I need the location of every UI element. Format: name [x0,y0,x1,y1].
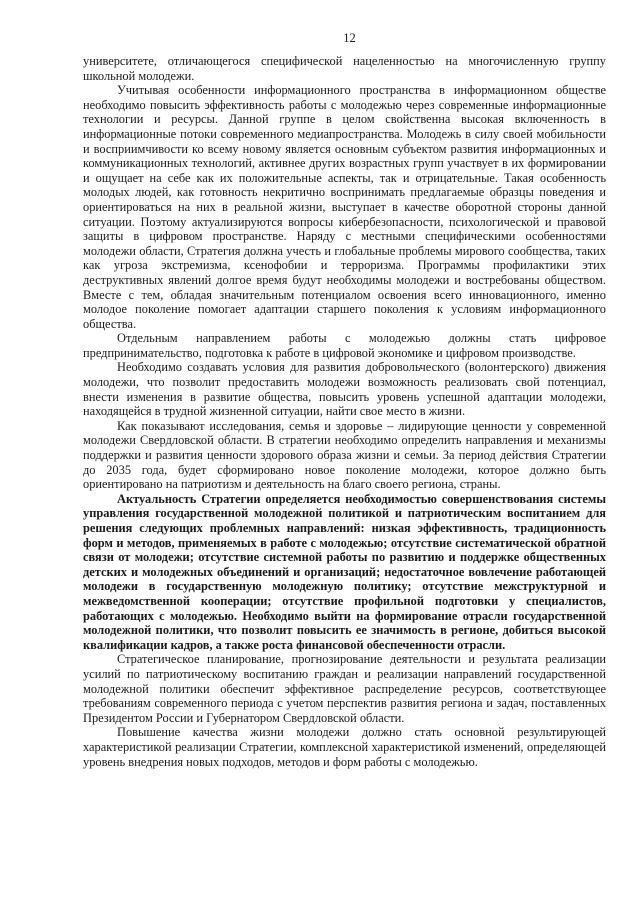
paragraph: Повышение качества жизни молодежи должно стать основной результирующей характеристикой реализации Стратегии, комплексной характеристикой изменений, определяющей уровень внедрения новых подходов, методов и форм работы с молодежью. [83,725,606,769]
paragraph: Актуальность Стратегии определяется необходимостью совершенствования системы управления государственной молодежной политикой и патриотическим воспитанием для решения следующих проблемных направлений: низкая эффективность, традиционность форм и методов, применяемых в работе с молодежью; отсутствие систематической обратной связи от молодежи; отсутствие системной работы по развитию и поддержке общественных детских и молодежных объединений и организаций; недостаточное вовлечение работающей молодежи в государственную молодежную политику; отсутствие межструктурной и межведомственной кооперации; отсутствие профильной подготовки у специалистов, работающих с молодежью. Необходимо выйти на формирование отрасли государственной молодежной политики, что позволит повысить ее значимость в регионе, добиться высокой квалификации кадров, а также роста финансовой обеспеченности отрасли. [83,491,606,652]
paragraph: Необходимо создавать условия для развития добровольческого (волонтерского) движения молодежи, что позволит предоставить молодежи возможность реализовать свой потенциал, внести изменения в развитие общества, повысить уровень успешной адаптации молодежи, находящейся в трудной жизненной ситуации, найти свое место в жизни. [83,360,606,419]
paragraph: Учитывая особенности информационного пространства в информационном обществе необходимо повысить эффективность работы с молодежью через современные информационные технологии и ресурсы. Данной группе в целом свойственна высокая включенность в информационные потоки современного медиапространства. Молодежь в силу своей мобильности и восприимчивости ко всему новому является основным субъектом развития информационных и коммуникационных технологий, активнее других возрастных групп участвует в их формировании и ощущает на себе как их положительные аспекты, так и отрицательные. Такая особенность молодых людей, как готовность некритично воспринимать предлагаемые образцы поведения и ориентироваться на них в реальной жизни, выступает в качестве оборотной стороны данной ситуации. Поэтому актуализируются вопросы кибербезопасности, психологической и правовой защиты в цифровом пространстве. Наряду с местными специфическими особенностями молодежи области, Стратегия должна учесть и глобальные проблемы мирового сообщества, таких как угроза экстремизма, ксенофобии и терроризма. Программы профилактики этих деструктивных явлений долгое время будут необходимы молодежи и востребованы обществом. Вместе с тем, обладая значительным потенциалом освоения всего инновационного, именно молодое поколение помогает адаптации старшего поколения к условиям информационного общества. [83,83,606,331]
paragraph: университете, отличающегося специфической нацеленностью на многочисленную группу школьной молодежи. [83,54,606,83]
paragraph: Как показывают исследования, семья и здоровье – лидирующие ценности у современной молодежи Свердловской области. В стратегии необходимо определить направления и механизмы поддержки и развития ценности здорового образа жизни и семьи. За период действия Стратегии до 2035 года, будет сформировано новое поколение молодежи, которое должно быть ориентировано на патриотизм и деятельность на благо своего региона, страны. [83,418,606,492]
document-body [83,54,606,769]
page-number: 12 [343,31,356,45]
paragraph: Стратегическое планирование, прогнозирование деятельности и результата реализации усилий по патриотическому воспитанию граждан и реализации направлений государственной молодежной политики обеспечит эффективное распределение ресурсов, соответствующее требованиям современного периода с учетом перспектив развития региона и задач, поставленных Президентом России и Губернатором Свердловской области. [83,652,606,725]
paragraph: Отдельным направлением работы с молодежью должны стать цифровое предпринимательство, подготовка к работе в цифровой экономике и цифровом производстве. [83,331,606,360]
